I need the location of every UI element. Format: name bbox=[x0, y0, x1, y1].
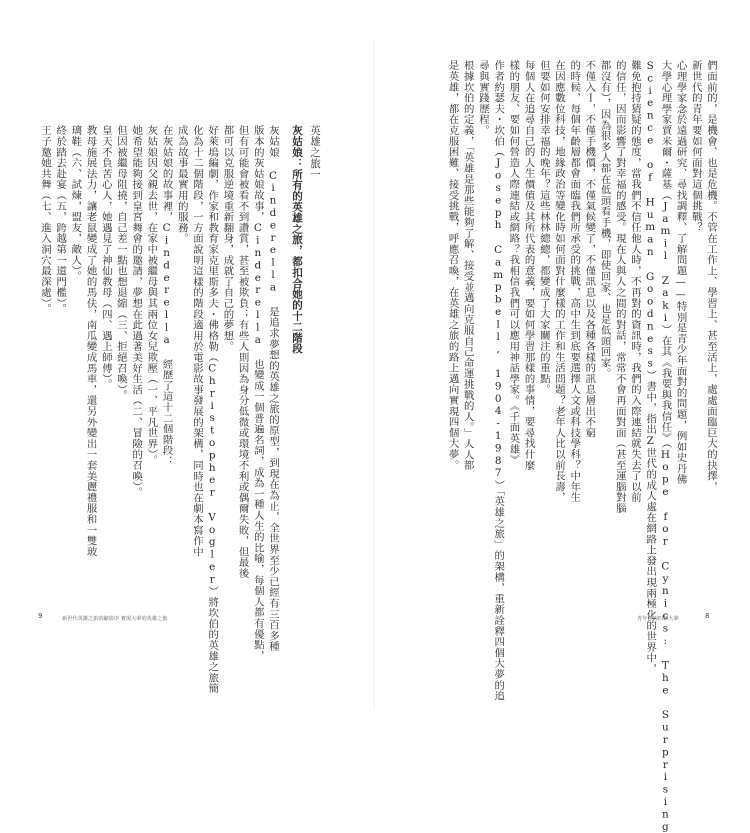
text-line: 化為十二個階段，一方面說明這樣的階段適用於電影故事發展的架構，同時也在劇本寫作中 bbox=[190, 125, 203, 557]
text-line: 璃鞋（六、試煉，盟友，敵人）。 bbox=[69, 125, 82, 282]
text-line: 教母施展法力，讓老鼠變成了她的馬伕，南瓜變成馬車，還另外變出一套美麗禮服和一雙玻 bbox=[84, 125, 97, 557]
text-line: 作者約瑟夫・坎伯（Joseph Campbell, 1904-1987）「英雄之旅」的架構，重新詮釋四個大夢的追 bbox=[492, 60, 505, 702]
left-page-number: 9 bbox=[38, 612, 43, 620]
text-line: 大學心理學家賈米爾・薩基（Jamil Zaki）在其《我要與我信任》（Hope for Cynics: The Surprising bbox=[659, 60, 672, 833]
text-line: 每個人在追尋自己的人生價值及其所代表的意義，要如何學習那樣的事情，要尋找什麼 bbox=[522, 60, 535, 471]
text-line: 在灰姑娘的故事裡，Cinderella 經歷了這十二個階段： bbox=[160, 125, 173, 467]
text-line: 她希望能夠接到皇宮舞會的邀請，夢想在此過著美好生活（二、冒險的召喚）。 bbox=[130, 125, 143, 498]
text-line: 王子邀她共舞（七、進入洞穴最深處）。 bbox=[38, 125, 51, 315]
right-page-number: 8 bbox=[705, 612, 710, 620]
text-line: 心理學家念於遠過研究、尋找調釋、了解問題——特別是青少年面對的問題，例如史丹佛 bbox=[674, 60, 687, 485]
text-line: 是英雄，都在克服困難、接受挑戰，呼應召喚，在英雄之旅的路上邁向實現四個大夢。 bbox=[446, 60, 459, 471]
text-line: 灰姑娘 Cinderella 是追求夢想的英雄之旅的原型，到現在為止，全世界至少已經有三百多種 bbox=[267, 125, 279, 652]
text-line: Science of Human Goodness）書中，指出Z世代的成人處在網路上發出現兩極化的世界中， bbox=[644, 60, 657, 674]
text-line: 成為故事最實用的服務。 bbox=[175, 125, 188, 244]
left-running-footer: 新世代英雄之旅的縮影序 實現大夢的英雄之旅 bbox=[62, 616, 168, 622]
text-line: 們面前的，是機會、也是危機。不管在工作上、學習上、甚至活上，處處面臨巨大的抉擇， bbox=[705, 60, 717, 492]
text-line: 樣的朋友、要如何營造人際連結或網路？我相信我們可以應用神話學家。《千面英雄》 bbox=[507, 60, 520, 466]
text-line: 根據坎伯的定義，「英雄是那些能夠了解、接受並邁向克服自己命運挑戰的人。」人人都 bbox=[461, 60, 474, 471]
right-page bbox=[375, 0, 750, 833]
text-line: 都沒有），因為很多人都在低頭看手機，即使回家、也是低頭回家。 bbox=[598, 60, 611, 379]
right-running-footer: 青年你的四個大夢 bbox=[637, 616, 679, 622]
text-line: 灰姑娘因父親去世，在家中被繼母與其兩位女兒欺壓（一、平凡世界）。 bbox=[145, 125, 158, 466]
left-page bbox=[0, 0, 375, 750]
text-line: 版本的灰姑娘故事，Cinderella 也變成一個普遍名詞，成為一種人生的比喻，每個人都有優點， bbox=[251, 125, 264, 661]
text-line: 終於踏去赴宴（五，跨越第一道門檻）。 bbox=[54, 125, 67, 315]
text-line: 但有可能會被看不到讚賞，甚至被欺負；有些人則因為身分低微或環境不利或偶爾失敗，但最後 bbox=[236, 125, 249, 579]
text-line: 的信任，因而影響了對幸福的感受。現在人與人之間的對話，常常不會再面對面（甚至運腦對腦 bbox=[613, 60, 626, 514]
text-line: 難免抱持猜疑的態度，當我們不信任他人時，不再對的資訊時，我們的入際連結就失去了以前 bbox=[628, 60, 641, 503]
section-subtitle: 灰姑娘：所有的英雄之旅，都扣合她的十二階段 bbox=[291, 125, 303, 354]
text-line: 好萊塢編劇，作家和教育家克里斯多夫・佛格勒（Christopher Vogler）將坎伯的英雄之旅簡 bbox=[206, 125, 219, 694]
text-line: 在因應數位科技，地緣政治等變化時如何面對什麼樣的工作和生活問題？老年人比以前長壽， bbox=[552, 60, 565, 503]
text-line: 但要如何安排幸福的晚年？這些林林總總，都變成了大家關注的重點。 bbox=[537, 60, 550, 395]
text-line: 尋與實踐歷程。 bbox=[476, 60, 489, 136]
text-line: 的時候，每個年齡層都會面臨我們所承受的挑戰，高中生到底要選擇人文或科技學科？中年生 bbox=[568, 60, 581, 503]
text-line: 新世代的青年要如何面對這個挑戰？ bbox=[689, 60, 702, 233]
text-line: 皇天不負苦心人，她遇見了神仙教母（四、遇上師傅）。 bbox=[99, 125, 112, 390]
text-line: 但因被繼母阻撓，自己差一點也想退縮（三、拒絕召喚）。 bbox=[114, 125, 127, 401]
chapter-heading: 英雄之旅一 bbox=[309, 125, 321, 180]
text-line: 不僅入Ｉ，不僅手機價，不僅氣候變了，不僅訊息以及各種各樣的訊息層出不窮 bbox=[583, 60, 596, 438]
text-line: 都可以克服逆境重新翻身，成就了自己的夢想。 bbox=[221, 125, 234, 352]
